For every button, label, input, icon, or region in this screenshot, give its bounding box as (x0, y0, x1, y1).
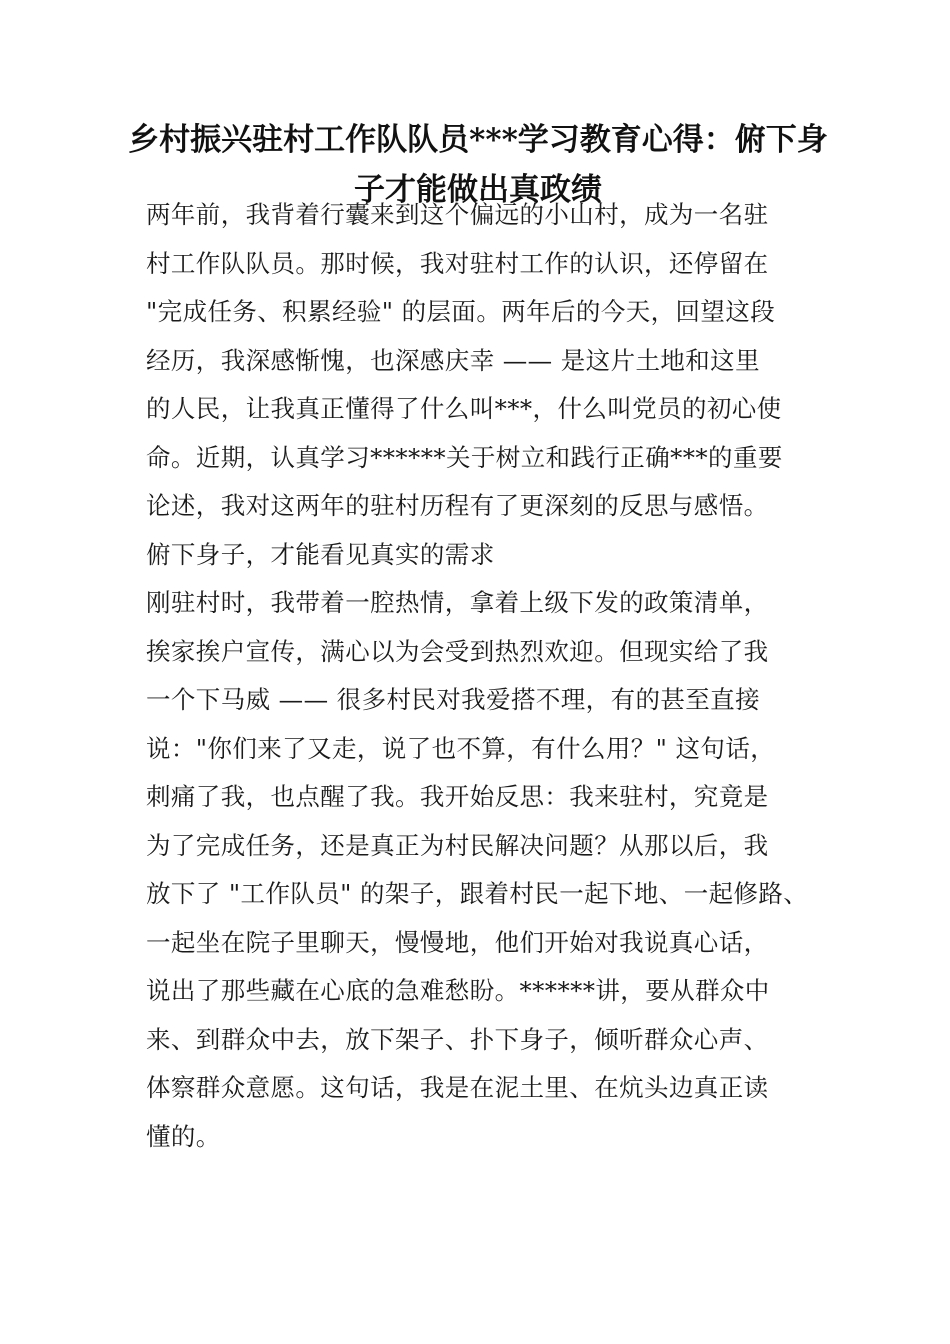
paragraph-line: 放下了 "工作队员" 的架子，跟着村民一起下地、一起修路、 (146, 879, 809, 908)
document-title-line-2: 子才能做出真政绩 (354, 172, 602, 208)
paragraph-line: 命。近期，认真学习******关于树立和践行正确***的重要 (146, 443, 783, 472)
paragraph-line: "完成任务、积累经验" 的层面。两年后的今天，回望这段 (146, 297, 776, 326)
paragraph-line: 懂的。 (146, 1122, 221, 1151)
section-heading: 俯下身子，才能看见真实的需求 (146, 540, 495, 569)
paragraph-line: 两年前，我背着行囊来到这个偏远的小山村，成为一名驻 (146, 200, 769, 229)
paragraph-line: 刚驻村时，我带着一腔热情，拿着上级下发的政策清单， (146, 588, 769, 617)
paragraph-line: 体察群众意愿。这句话，我是在泥土里、在炕头边真正读 (146, 1073, 769, 1102)
paragraph-line: 一个下马威 —— 很多村民对我爱搭不理，有的甚至直接 (146, 685, 760, 714)
paragraph-line: 说出了那些藏在心底的急难愁盼。******讲，要从群众中 (146, 976, 770, 1005)
paragraph-line: 挨家挨户宣传，满心以为会受到热烈欢迎。但现实给了我 (146, 637, 769, 666)
paragraph-line: 村工作队队员。那时候，我对驻村工作的认识，还停留在 (146, 249, 769, 278)
paragraph-line: 来、到群众中去，放下架子、扑下身子，倾听群众心声、 (146, 1025, 769, 1054)
paragraph-line: 的人民，让我真正懂得了什么叫***，什么叫党员的初心使 (146, 394, 782, 423)
paragraph-line: 为了完成任务，还是真正为村民解决问题？从那以后，我 (146, 831, 769, 860)
paragraph-line: 经历，我深感惭愧，也深感庆幸 —— 是这片土地和这里 (146, 346, 760, 375)
document-title-line-1: 乡村振兴驻村工作队队员***学习教育心得：俯下身 (128, 122, 828, 158)
paragraph-line: 说："你们来了又走，说了也不算，有什么用？" 这句话， (146, 734, 776, 763)
paragraph-line: 刺痛了我，也点醒了我。我开始反思：我来驻村，究竟是 (146, 782, 769, 811)
paragraph-line: 一起坐在院子里聊天，慢慢地，他们开始对我说真心话， (146, 928, 769, 957)
paragraph-line: 论述，我对这两年的驻村历程有了更深刻的反思与感悟。 (146, 491, 769, 520)
